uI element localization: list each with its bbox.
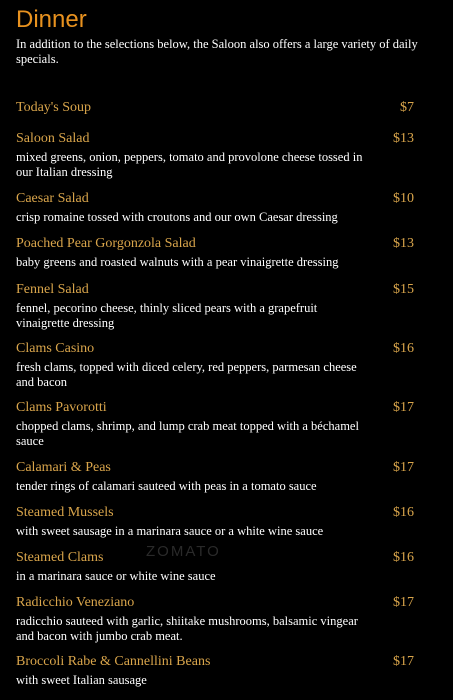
menu-item-price: $7: [400, 100, 414, 115]
menu-item-price: $17: [393, 400, 414, 415]
menu-item-steamed-mussels: [16, 504, 414, 539]
menu-item-name: Calamari & Peas: [16, 460, 111, 475]
menu-item-saloon-salad: [16, 130, 414, 180]
menu-item-name: Caesar Salad: [16, 191, 89, 206]
menu-item-clams-casino: [16, 340, 414, 390]
menu-item-radicchio-veneziano: [16, 594, 414, 644]
menu-item-description: chopped clams, shrimp, and lump crab meat topped with a béchamel sauce: [16, 419, 359, 448]
menu-item-calamari-peas: [16, 459, 414, 494]
menu-item-description: fresh clams, topped with diced celery, red peppers, parmesan cheese and bacon: [16, 360, 357, 389]
menu-item-description: tender rings of calamari sauteed with peas in a tomato sauce: [16, 479, 317, 493]
menu-item-price: $15: [393, 282, 414, 297]
menu-item-price: $17: [393, 460, 414, 475]
menu-item-price: $16: [393, 550, 414, 565]
menu-item-name: Clams Pavorotti: [16, 400, 107, 415]
menu-item-price: $13: [393, 236, 414, 251]
menu-item-price: $13: [393, 131, 414, 146]
menu-item-steamed-clams: [16, 549, 414, 584]
menu-item-description: in a marinara sauce or white wine sauce: [16, 569, 216, 583]
menu-item-name: Radicchio Veneziano: [16, 595, 135, 610]
menu-item-fennel-salad: [16, 281, 414, 331]
menu-item-price: $10: [393, 191, 414, 206]
menu-item-name: Fennel Salad: [16, 282, 89, 297]
menu-item-description: mixed greens, onion, peppers, tomato and provolone cheese tossed in our Italian dressing: [16, 150, 363, 179]
menu-item-todays-soup: [16, 99, 414, 116]
menu-item-name: Steamed Clams: [16, 550, 104, 565]
menu-item-name: Today's Soup: [16, 100, 92, 115]
menu-item-name: Saloon Salad: [16, 131, 90, 146]
menu-item-description: with sweet sausage in a marinara sauce or a white wine sauce: [16, 524, 324, 538]
menu-item-broccoli-rabe-cannellini-beans: [16, 653, 414, 688]
menu-item-name: Broccoli Rabe & Cannellini Beans: [16, 654, 211, 669]
menu-item-price: $17: [393, 654, 414, 669]
menu-item-caesar-salad: [16, 190, 414, 225]
menu-item-description: baby greens and roasted walnuts with a pear vinaigrette dressing: [16, 255, 339, 269]
menu-item-name: Poached Pear Gorgonzola Salad: [16, 236, 196, 251]
menu-item-price: $16: [393, 505, 414, 520]
menu-item-description: crisp romaine tossed with croutons and our own Caesar dressing: [16, 210, 338, 224]
watermark-logo: ZOMATO: [146, 543, 221, 560]
menu-item-price: $16: [393, 341, 414, 356]
menu-item-price: $17: [393, 595, 414, 610]
menu-item-name: Clams Casino: [16, 341, 95, 356]
menu-item-poached-pear-gorgonzola-salad: [16, 235, 414, 270]
menu-item-description: fennel, pecorino cheese, thinly sliced pears with a grapefruit vinaigrette dressing: [16, 301, 318, 330]
menu-item-clams-pavorotti: [16, 399, 414, 449]
menu-item-description: with sweet Italian sausage: [16, 673, 147, 687]
menu-item-name: Steamed Mussels: [16, 505, 114, 520]
menu-title: Dinner: [16, 6, 87, 33]
menu-item-description: radicchio sauteed with garlic, shiitake mushrooms, balsamic vingear and bacon with jumbo crab meat.: [16, 614, 358, 643]
menu-intro: In addition to the selections below, the Saloon also offers a large variety of daily specials.: [16, 37, 418, 66]
